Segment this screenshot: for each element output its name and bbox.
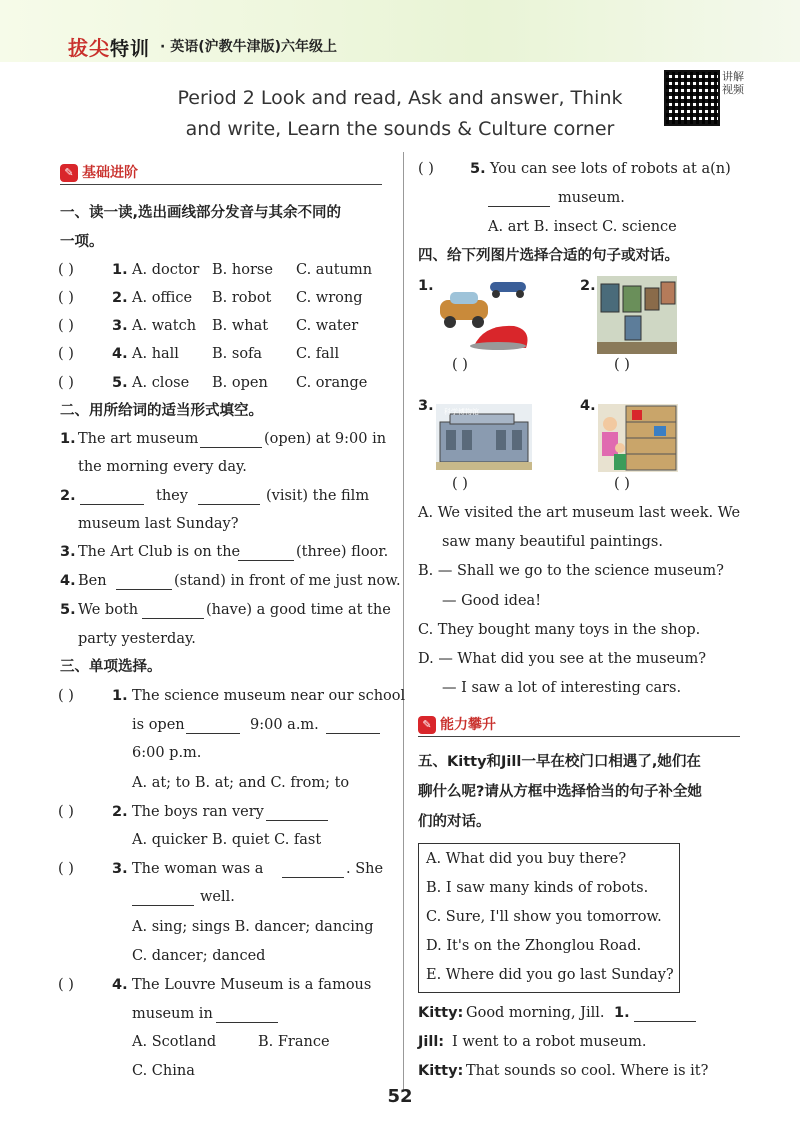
part3-q2-options: A. quicker B. quiet C. fast xyxy=(132,832,322,848)
part3-q1-time2: 6:00 p.m. xyxy=(132,745,202,761)
part3-q3-text: The woman was a xyxy=(132,861,264,877)
part5-instruction-2: 聊什么呢?请从方框中选择恰当的句子补全她 xyxy=(418,784,702,800)
picture-2-label: 2. xyxy=(580,278,596,294)
part3-q2-blank[interactable] xyxy=(266,802,328,821)
part3-q1-blank2[interactable] xyxy=(326,715,380,734)
qr-label: 讲解视频 xyxy=(722,70,744,96)
part2-q3-hint: (three) floor. xyxy=(296,544,389,560)
part3-q5-options: A. art B. insect C. science xyxy=(488,219,677,235)
dialogue-1-speaker: Kitty: xyxy=(418,1005,464,1021)
part3-instruction: 三、单项选择。 xyxy=(60,659,162,675)
part5-instruction-3: 们的对话。 xyxy=(418,814,491,830)
part2-instruction: 二、用所给词的适当形式填空。 xyxy=(60,403,263,419)
part2-q2-they: they xyxy=(156,488,188,504)
part3-q1-text2: is open xyxy=(132,717,185,733)
part3-q4-optB: B. France xyxy=(258,1034,330,1050)
part3-q1-number: 1. xyxy=(112,688,128,704)
part3-q1-text: The science museum near our school xyxy=(132,688,406,704)
option-b-line1: B. — Shall we go to the science museum? xyxy=(418,563,724,579)
part3-q3-optionsC: C. dancer; danced xyxy=(132,948,266,964)
section-basic-header: ✎ 基础进阶 xyxy=(60,162,382,185)
part3-q3-well: well. xyxy=(200,889,235,905)
part2-q2-cont: museum last Sunday? xyxy=(78,516,239,532)
section-advance-header: ✎ 能力攀升 xyxy=(418,714,740,737)
part1-instruction: 一、读一读,选出画线部分发音与其余不同的 xyxy=(60,205,342,221)
brand-logo: 拔尖特训 xyxy=(68,36,151,60)
part2-q4-blank[interactable] xyxy=(116,571,172,590)
part2-q5-hint: (have) a good time at the xyxy=(206,602,391,618)
picture-3-answer[interactable]: ( ) xyxy=(452,476,468,492)
part3-q5-text: You can see lots of robots at a(n) xyxy=(490,161,731,177)
part3-q4-optC: C. China xyxy=(132,1063,195,1079)
part2-q1-blank[interactable] xyxy=(200,429,262,448)
part3-q4-optA: A. Scotland xyxy=(132,1034,217,1050)
part2-q4-hint: (stand) in front of me just now. xyxy=(174,573,401,589)
part2-q4-number: 4. xyxy=(60,573,76,589)
part3-q3-optionsA: A. sing; sings B. dancer; dancing xyxy=(132,919,374,935)
part3-q5-number: 5. xyxy=(470,161,486,177)
part2-q3-number: 3. xyxy=(60,544,76,560)
part3-q4-paren[interactable]: ( ) xyxy=(58,977,74,993)
part3-q4-text2: museum in xyxy=(132,1006,213,1022)
part3-q1-paren[interactable]: ( ) xyxy=(58,688,74,704)
part3-q1-options: A. at; to B. at; and C. from; to xyxy=(132,775,350,791)
picture-4-answer[interactable]: ( ) xyxy=(614,476,630,492)
part3-q3-number: 3. xyxy=(112,861,128,877)
option-a-line1: A. We visited the art museum last week. We xyxy=(418,505,741,521)
dialogue-3-text: That sounds so cool. Where is it? xyxy=(466,1063,709,1079)
picture-4-label: 4. xyxy=(580,398,596,414)
part2-q2-number: 2. xyxy=(60,488,76,504)
period-title-line2: and write, Learn the sounds & Culture corner xyxy=(185,118,615,140)
part3-q1-blank1[interactable] xyxy=(186,715,240,734)
picture-2-answer[interactable]: ( ) xyxy=(614,357,630,373)
part3-q2-number: 2. xyxy=(112,804,128,820)
part2-q2-blank2[interactable] xyxy=(198,486,260,505)
box-option-e: E. Where did you go last Sunday? xyxy=(426,967,674,983)
part3-q3-she: . She xyxy=(346,861,384,877)
part2-q1-hint: (open) at 9:00 in xyxy=(264,431,387,447)
dialogue-2-text: I went to a robot museum. xyxy=(452,1034,647,1050)
part3-q2-paren[interactable]: ( ) xyxy=(58,804,74,820)
period-title-line1: Period 2 Look and read, Ask and answer, Think xyxy=(177,87,623,109)
subject-label: · 英语(沪教牛津版)六年级上 xyxy=(160,39,337,55)
picture-3-label: 3. xyxy=(418,398,434,414)
part3-q5-museum: museum. xyxy=(558,190,625,206)
option-a-line2: saw many beautiful paintings. xyxy=(442,534,663,550)
option-d-line1: D. — What did you see at the museum? xyxy=(418,651,707,667)
museum-sign: 科学博物馆 xyxy=(444,408,479,416)
part2-q5-cont: party yesterday. xyxy=(78,631,196,647)
part3-q2-text: The boys ran very xyxy=(132,804,264,820)
picture-1-answer[interactable]: ( ) xyxy=(452,357,468,373)
dialogue-1-text: Good morning, Jill. xyxy=(466,1005,605,1021)
option-b-line2: — Good idea! xyxy=(442,593,542,609)
box-option-d: D. It's on the Zhonglou Road. xyxy=(426,938,642,954)
part3-q5-blank[interactable] xyxy=(488,188,550,207)
box-option-a: A. What did you buy there? xyxy=(426,851,627,867)
part3-q4-blank[interactable] xyxy=(216,1004,278,1023)
part2-q3-blank[interactable] xyxy=(238,542,294,561)
part2-q1-text: The art museum xyxy=(78,431,199,447)
part3-q4-text: The Louvre Museum is a famous xyxy=(132,977,372,993)
part5-instruction-1: 五、Kitty和Jill一早在校门口相遇了,她们在 xyxy=(418,754,701,770)
part2-q1-cont: the morning every day. xyxy=(78,459,247,475)
picture-1-label: 1. xyxy=(418,278,434,294)
part2-q3-text: The Art Club is on the xyxy=(78,544,241,560)
part4-instruction: 四、给下列图片选择合适的句子或对话。 xyxy=(418,248,679,264)
pen-icon: ✎ xyxy=(60,164,78,182)
part3-q3-paren[interactable]: ( ) xyxy=(58,861,74,877)
dialogue-2-speaker: Jill: xyxy=(418,1034,445,1050)
box-option-c: C. Sure, I'll show you tomorrow. xyxy=(426,909,662,925)
dialogue-1-number: 1. xyxy=(614,1005,630,1021)
part2-q2-hint: (visit) the film xyxy=(266,488,370,504)
cars-picture xyxy=(436,276,556,354)
part2-q5-number: 5. xyxy=(60,602,76,618)
part3-q5-paren[interactable]: ( ) xyxy=(418,161,434,177)
dialogue-1-blank[interactable] xyxy=(634,1003,696,1022)
option-d-line2: — I saw a lot of interesting cars. xyxy=(442,680,682,696)
pen-icon: ✎ xyxy=(418,716,436,734)
art-gallery-picture xyxy=(597,276,677,354)
option-c: C. They bought many toys in the shop. xyxy=(418,622,701,638)
qr-code[interactable] xyxy=(664,70,720,126)
part3-q1-time: 9:00 a.m. xyxy=(250,717,319,733)
part2-q1-number: 1. xyxy=(60,431,76,447)
part3-q4-number: 4. xyxy=(112,977,128,993)
part2-q4-text: Ben xyxy=(78,573,107,589)
part2-q2-blank1[interactable] xyxy=(80,486,144,505)
part2-q5-blank[interactable] xyxy=(142,600,204,619)
part3-q3-blank2[interactable] xyxy=(132,887,194,906)
toy-shop-picture xyxy=(598,404,678,472)
page-number: 52 xyxy=(387,1086,413,1107)
part1-instruction-2: 一项。 xyxy=(60,234,104,250)
part2-q5-text: We both xyxy=(78,602,139,618)
box-option-b: B. I saw many kinds of robots. xyxy=(426,880,649,896)
dialogue-3-speaker: Kitty: xyxy=(418,1063,464,1079)
column-divider xyxy=(403,152,404,1092)
part3-q3-blank1[interactable] xyxy=(282,859,344,878)
